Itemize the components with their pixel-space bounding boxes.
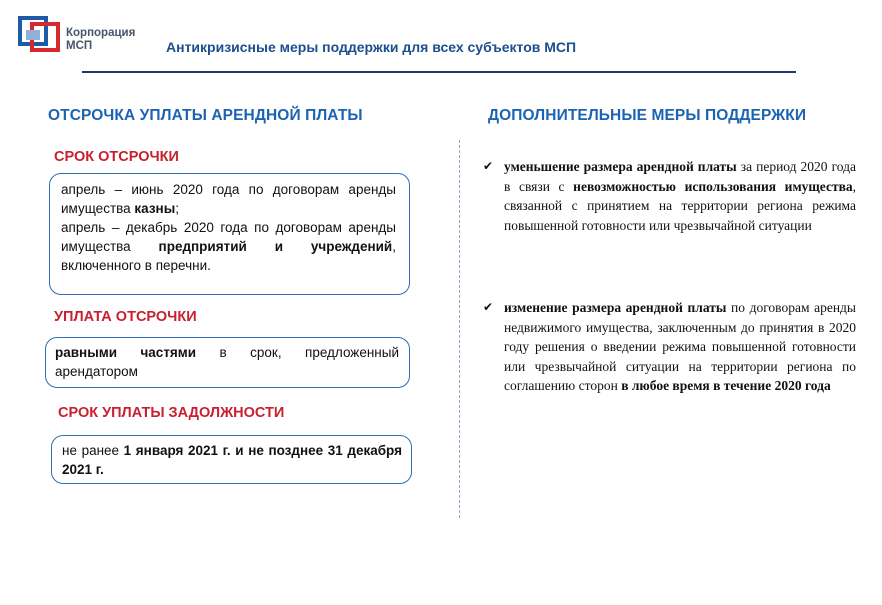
- header-divider: [82, 71, 796, 73]
- debt-box: [51, 435, 412, 484]
- payment-box: [45, 337, 410, 388]
- item1-text-d: , связанной с принятием на территории региона режима повышенной готовности или чрезвычайной ситуации: [504, 178, 856, 233]
- debt-heading: СРОК УПЛАТЫ ЗАДОЛЖНОСТИ: [58, 405, 285, 421]
- term-p1-bold: казны: [134, 201, 176, 216]
- payment-rest: в срок, предложенный арендатором: [55, 345, 399, 379]
- term-p2-text: апрель – декабрь 2020 года по договорам аренды имущества: [61, 220, 396, 254]
- checkmark-icon: ✔: [483, 300, 494, 314]
- support-item-1: [483, 157, 856, 235]
- item1-text-b: за период 2020 года в связи с: [504, 159, 857, 194]
- support-item-2: [483, 298, 856, 396]
- item1-bold-c: невозможностью использования имущества: [573, 178, 853, 194]
- term-p2-bold: предприятий и учреждений: [158, 239, 393, 254]
- item2-text-b: по договорам аренды недвижимого имущества, заключенным до принятия в 2020 году решения о введении режима повышенной готовности или чрезвычайной ситуации на территории региона по соглашению сторон: [504, 300, 856, 393]
- item2-bold-a: изменение размера арендной платы: [504, 300, 727, 315]
- term-p1-text: апрель – июнь 2020 года по договорам аренды имущества: [61, 182, 396, 216]
- checkmark-icon: ✔: [483, 159, 494, 173]
- left-section-heading: ОТСРОЧКА УПЛАТЫ АРЕНДНОЙ ПЛАТЫ: [48, 107, 363, 124]
- term-paragraph-1: [61, 180, 396, 218]
- column-divider: [459, 140, 460, 518]
- term-p1-end: ;: [175, 201, 179, 216]
- term-paragraph-2: [61, 218, 396, 275]
- logo-text-line1: Корпорация: [66, 27, 136, 39]
- page-title: Антикризисные меры поддержки для всех субъектов МСП: [166, 39, 577, 55]
- payment-heading: УПЛАТА ОТСРОЧКИ: [54, 309, 197, 325]
- term-box: [49, 173, 410, 295]
- debt-text-a: не ранее: [62, 443, 124, 458]
- support-item-2-text: [504, 298, 856, 396]
- item2-bold-c: в любое время в течение 2020 года: [621, 378, 831, 393]
- term-heading: СРОК ОТСРОЧКИ: [54, 149, 179, 165]
- payment-text: [55, 343, 399, 381]
- logo-text: [66, 27, 135, 53]
- right-section-heading: ДОПОЛНИТЕЛЬНЫЕ МЕРЫ ПОДДЕРЖКИ: [488, 107, 807, 124]
- term-p2-end: , включенного в перечни.: [61, 239, 396, 273]
- logo-text-line2: МСП: [66, 40, 93, 52]
- support-item-1-text: [504, 157, 856, 235]
- debt-text: [62, 441, 402, 479]
- corporation-msp-logo: [18, 16, 62, 52]
- item1-bold-a: уменьшение размера арендной платы: [504, 159, 737, 174]
- payment-bold: равными частями: [55, 345, 197, 360]
- debt-text-bold: 1 января 2021 г. и не позднее 31 декабря 2021 г.: [62, 443, 402, 477]
